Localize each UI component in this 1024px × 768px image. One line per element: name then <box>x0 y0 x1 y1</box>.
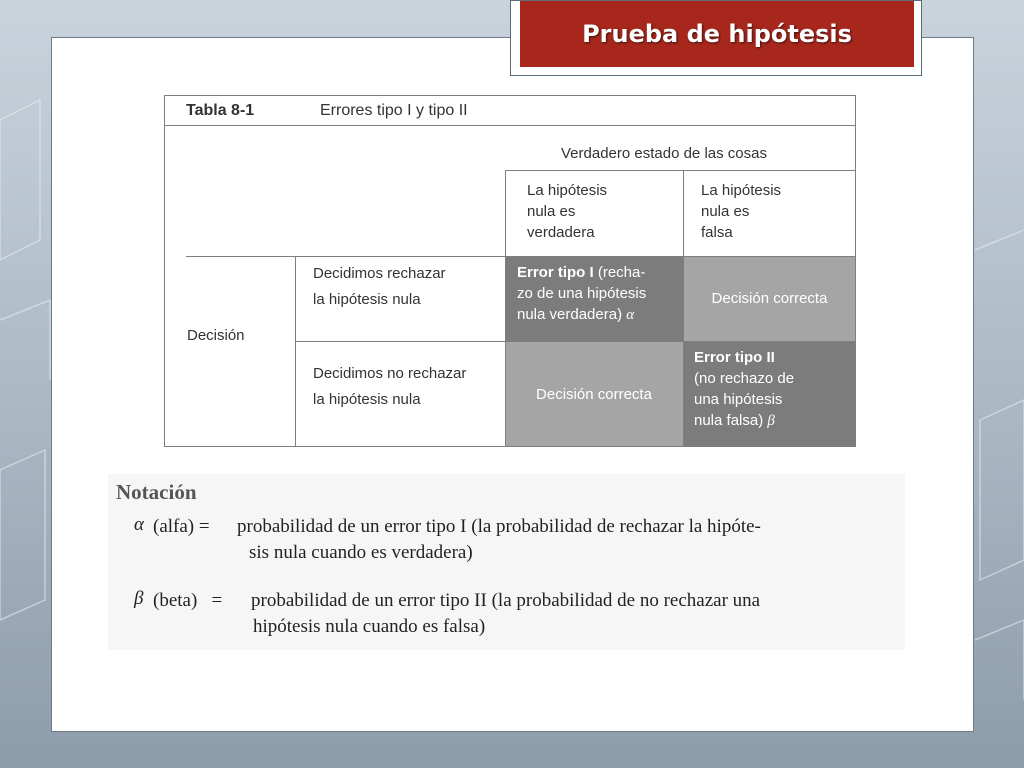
type-i-error-text-1: (recha- <box>593 264 646 281</box>
cell-type-ii-error <box>683 341 856 447</box>
beta-notation-name: (beta) = <box>153 590 223 611</box>
type-ii-error-text-2: una hipótesis <box>694 391 783 408</box>
alpha-notation-symbol: α <box>134 514 144 535</box>
alpha-definition-line-2: sis nula cuando es verdadera) <box>249 542 473 563</box>
cell-correct-decision-2 <box>505 341 683 447</box>
type-ii-error-text-3: nula falsa) <box>694 412 764 429</box>
cell-correct-decision-1 <box>683 256 856 341</box>
type-i-error-text-2: zo de una hipótesis <box>517 285 647 302</box>
column-header-null-false: La hipótesis nula es falsa <box>701 182 782 241</box>
correct-decision-text-1: Decisión correcta <box>711 290 828 307</box>
alpha-definition-line-1: probabilidad de un error tipo I (la probabilidad de rechazar la hipóte- <box>237 516 761 537</box>
decision-label: Decisión <box>187 327 245 344</box>
beta-notation-symbol: β <box>134 588 144 609</box>
correct-decision-text-2: Decisión correcta <box>536 385 652 403</box>
alpha-notation-name: (alfa) = <box>153 516 210 537</box>
beta-definition-line-2: hipótesis nula cuando es falsa) <box>253 616 486 637</box>
slide-title: Prueba de hipótesis <box>520 1 914 67</box>
column-header-null-true: La hipótesis nula es verdadera <box>527 182 608 241</box>
beta-symbol: β <box>767 413 775 429</box>
type-ii-error-text-1: (no rechazo de <box>694 370 795 387</box>
type-ii-error-title: Error tipo II <box>694 349 775 366</box>
row-label-reject: Decidimos rechazar la hipótesis nula <box>313 265 446 308</box>
alpha-symbol: α <box>626 307 635 323</box>
type-i-error-title: Error tipo I <box>517 264 594 281</box>
notation-heading: Notación <box>116 480 197 504</box>
true-state-header: Verdadero estado de las cosas <box>561 145 767 162</box>
notation-box <box>108 474 905 650</box>
errors-table <box>164 95 856 447</box>
table-caption: Errores tipo I y tipo II <box>320 102 468 119</box>
row-label-not-reject: Decidimos no rechazar la hipótesis nula <box>313 365 467 408</box>
type-i-error-text-3: nula verdadera) <box>517 306 623 323</box>
beta-definition-line-1: probabilidad de un error tipo II (la probabilidad de no rechazar una <box>251 590 761 611</box>
cell-type-i-error <box>505 256 683 341</box>
table-number: Tabla 8-1 <box>186 102 255 119</box>
title-frame <box>510 0 922 76</box>
